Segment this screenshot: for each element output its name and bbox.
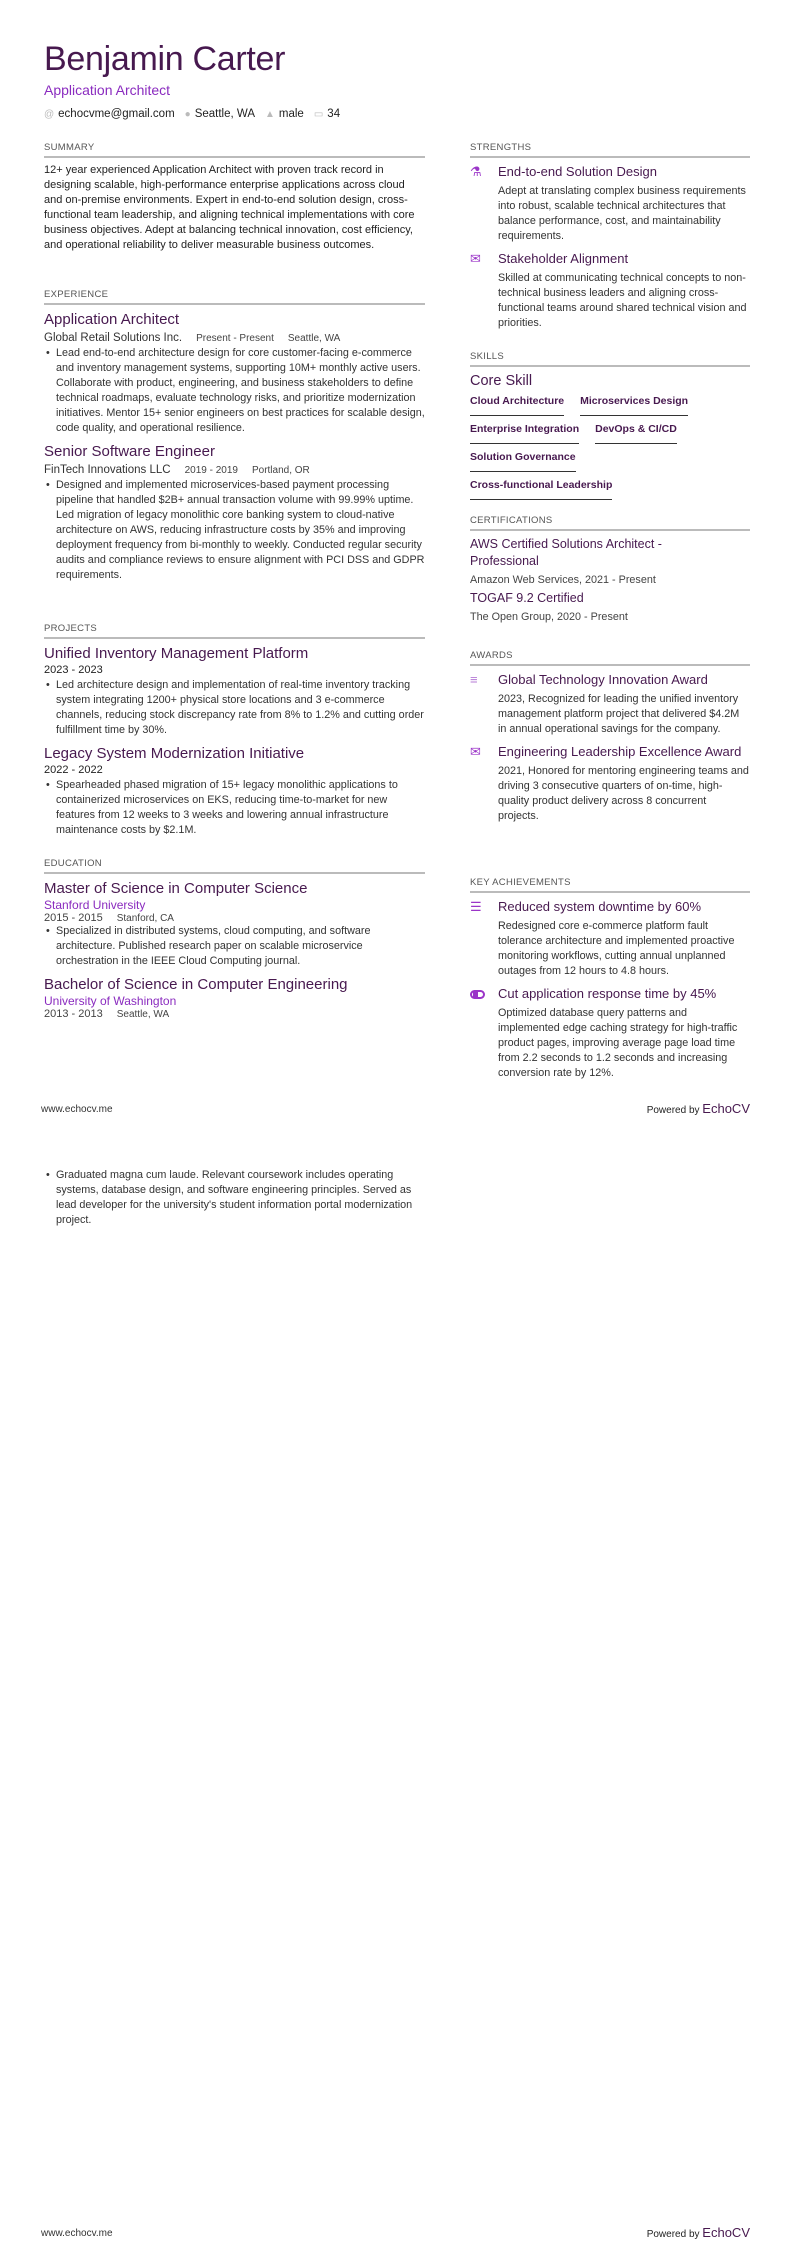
contact-age: ▭ 34 [313,108,341,120]
brand-logo: EchoCV [702,1101,750,1116]
envelope-open-icon: ✉ [470,744,481,759]
location: Stanford, CA [116,913,174,924]
location-icon: ● [184,109,191,120]
contact-row [44,108,340,120]
skill: Cloud Architecture [470,391,564,416]
summary-section [44,142,425,253]
achievement-title: Cut application response time by 45% [498,986,717,1001]
section-heading: KEY ACHIEVEMENTS [470,877,750,893]
cert-issuer: Amazon Web Services, 2021 - Present [470,574,656,586]
dates: 2015 - 2015 [44,912,103,924]
school: Stanford University [44,898,146,912]
cert-title: TOGAF 9.2 Certified [470,591,584,605]
contact-location: ● Seattle, WA [184,108,255,120]
education-item [44,879,425,969]
envelope-open-icon: ✉ [470,251,481,266]
certifications-section [470,515,750,627]
dates: 2013 - 2013 [44,1008,103,1020]
brand-logo: EchoCV [702,2225,750,2240]
experience-item [44,310,425,436]
experience-section [44,289,425,583]
flask-icon: ⚗ [470,164,482,179]
bullet: • Graduated magna cum laude. Relevant coursework includes operating systems, database design, and software engineering principles. Served as lead developer for the university's student information portal modernization project. [44,1168,425,1228]
awards-section [470,650,750,830]
project-item [44,644,425,738]
powered-by: Powered by EchoCV [646,1101,750,1116]
achievement-desc: Optimized database query patterns and implemented edge caching strategy for high-traffic product pages, improving average page load time from 2.2 seconds to 1.2 seconds and increasing conversion rate by 12%. [498,1007,738,1079]
job-title: Application Architect [44,311,180,328]
skills-section [470,351,750,503]
award-title: Engineering Leadership Excellence Award [498,744,742,759]
achievement-item [470,898,750,985]
education-section [44,858,425,1020]
skill: Solution Governance [470,447,576,472]
award-desc: 2021, Honored for mentoring engineering teams and driving 3 consecutive quarters of on-time, high-quality product delivery across 8 concurrent projects. [498,765,749,822]
skill: Enterprise Integration [470,419,579,444]
calendar-icon: ▭ [313,109,324,120]
bullet: • Lead end-to-end architecture design for core customer-facing e-commerce and inventory management systems, supporting 10M+ monthly active users. Collaborate with product, engineering, and business stakeholders to define technical roadmaps, evaluate technology risks, and prioritize modernization initiatives. Mentor 15+ senior engineers on best practices for scalable design, code quality, and operational resilience. [44,346,425,436]
list-icon: ≡ [470,672,478,687]
project-title: Legacy System Modernization Initiative [44,745,305,762]
candidate-title: Application Architect [44,82,171,98]
degree: Master of Science in Computer Science [44,880,308,897]
cert-title: AWS Certified Solutions Architect - Professional [470,537,662,568]
degree: Bachelor of Science in Computer Engineering [44,976,348,993]
section-heading: AWARDS [470,650,750,666]
candidate-name: Benjamin Carter [44,40,286,78]
strength-item [470,250,750,337]
education-item [44,975,425,1020]
award-item [470,671,750,743]
bullet: • Specialized in distributed systems, cloud computing, and software architecture. Published research paper on scalable microservice orchestration in the IEEE Cloud Computing journal. [44,924,425,969]
achievements-section [470,877,750,1087]
bullet: • Designed and implemented microservices-based payment processing pipeline that handled $2B+ annual transaction volume with 99.99% uptime. Led migration of legacy monolithic core banking system to cloud-native architecture on AWS, reducing infrastructure costs by 35% and improving deployment frequency from bi-monthly to weekly. Conducted regular security audits and compliance reviews to ensure alignment with PCI DSS and GDPR requirements. [44,478,425,583]
user-icon: ▲ [265,109,275,120]
school: University of Washington [44,994,177,1008]
location: Seattle, WA [287,333,341,344]
bullet: • Spearheaded phased migration of 15+ legacy monolithic applications to containerized microservices on EKS, reducing time-to-market for new features from 12 weeks to 3 weeks and lowering annual infrastructure maintenance costs by $2.1M. [44,778,425,838]
strength-title: End-to-end Solution Design [498,164,657,179]
skill-group: Core Skill [470,373,533,389]
dates: Present - Present [196,333,274,344]
skill: Microservices Design [580,391,688,416]
footer-site-link[interactable]: www.echocv.me [41,2228,113,2239]
powered-by: Powered by EchoCV [646,2225,750,2240]
award-desc: 2023, Recognized for leading the unified inventory management platform project that delivered $4.2M in annual operational savings for the company. [498,693,740,735]
strength-title: Stakeholder Alignment [498,251,629,266]
dates: 2019 - 2019 [184,465,238,476]
achievement-item [470,985,750,1087]
dates: 2023 - 2023 [44,664,103,676]
strength-item [470,163,750,250]
at-icon: @ [44,109,55,120]
strength-desc: Adept at translating complex business requirements into robust, scalable technical architectures that balance performance, cost, and maintainability requirements. [498,185,746,242]
project-title: Unified Inventory Management Platform [44,645,309,662]
job-title: Senior Software Engineer [44,443,215,460]
section-heading: SKILLS [470,351,750,367]
experience-item [44,442,425,583]
award-item [470,743,750,830]
strengths-section [470,142,750,337]
summary-text: 12+ year experienced Application Architect with proven track record in designing scalable, high-performance enterprise applications across cloud and on-premise environments. Expert in end-to-end solution design, cross-functional team leadership, and aligning technical implementations with core business objectives. Adept at balancing technical innovation, cost efficiency, and operational reliability to deliver measurable business outcomes. [44,164,415,251]
award-title: Global Technology Innovation Award [498,672,708,687]
section-heading: SUMMARY [44,142,425,158]
section-heading: STRENGTHS [470,142,750,158]
education-item-continued [44,1168,425,1228]
toggle-icon [470,985,488,1087]
contact-gender: ▲ male [265,108,304,120]
bullet: • Led architecture design and implementation of real-time inventory tracking system integrating 1200+ physical store locations and 3 e-commerce channels, reducing stock discrepancy rate from 8% to 1.2% and cutting order fulfillment time by 30%. [44,678,425,738]
company: FinTech Innovations LLC [44,464,171,476]
projects-section [44,623,425,838]
skill: Cross-functional Leadership [470,475,612,500]
menu-lines-icon: ☰ [470,899,482,914]
section-heading: EXPERIENCE [44,289,425,305]
skill: DevOps & CI/CD [595,419,677,444]
section-heading: PROJECTS [44,623,425,639]
company: Global Retail Solutions Inc. [44,332,183,344]
achievement-title: Reduced system downtime by 60% [498,899,702,914]
location: Portland, OR [251,465,310,476]
section-heading: CERTIFICATIONS [470,515,750,531]
location: Seattle, WA [116,1009,170,1020]
achievement-desc: Redesigned core e-commerce platform fault tolerance architecture and implemented proactive monitoring workflows, cutting annual unplanned outages from 12 hours to 4.8 hours. [498,920,735,977]
dates: 2022 - 2022 [44,764,103,776]
footer-site-link[interactable]: www.echocv.me [41,1104,113,1115]
project-item [44,744,425,838]
contact-email[interactable]: @ echocvme@gmail.com [44,108,175,120]
section-heading: EDUCATION [44,858,425,874]
strength-desc: Skilled at communicating technical concepts to non-technical business leaders and aligning cross-functional teams around shared technical vision and priorities. [498,272,747,329]
cert-issuer: The Open Group, 2020 - Present [470,611,628,623]
